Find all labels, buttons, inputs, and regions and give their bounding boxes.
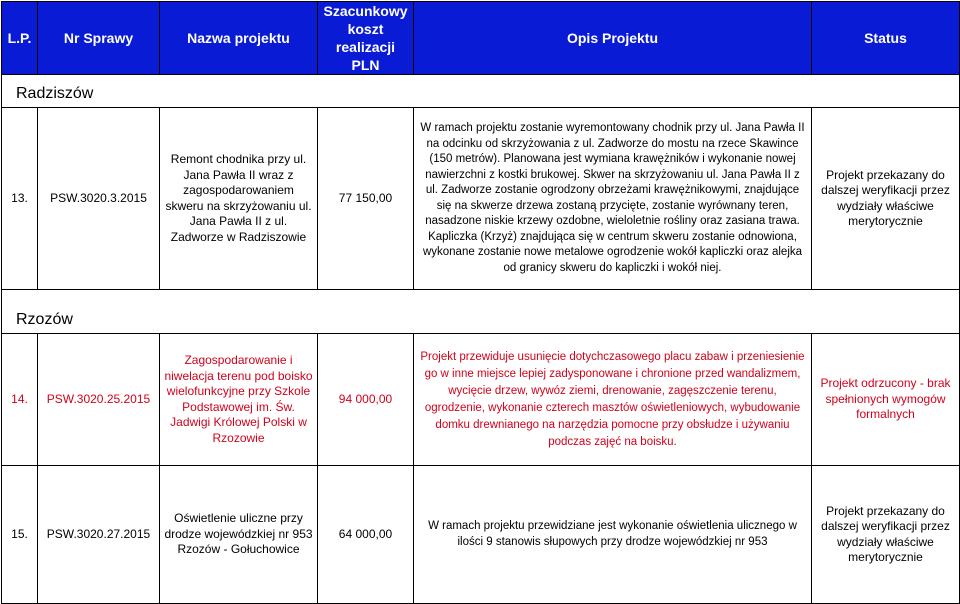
row-nr-sprawy: PSW.3020.3.2015 (38, 108, 160, 290)
row-opis: W ramach projektu przewidziane jest wykonanie oświetlenia ulicznego w ilości 9 stanowis słupowych przy drodze wojewódzkiej nr 953 (414, 466, 812, 604)
row-nazwa-projektu: Remont chodnika przy ul. Jana Pawła II wraz z zagospodarowaniem skweru na skrzyżowaniu ul. Jana Pawła II z ul. Zadworze w Radziszowie (160, 108, 318, 290)
header-status: Status (812, 2, 960, 75)
table-row (2, 334, 960, 466)
row-nazwa-projektu: Oświetlenie uliczne przy drodze wojewódzkiej nr 953 Rzozów - Gołuchowice (160, 466, 318, 604)
header-lp: L.P. (2, 2, 38, 75)
row-nazwa-projektu: Zagospodarowanie i niwelacja terenu pod boisko wielofunkcyjne przy Szkole Podstawowej im. Św. Jadwigi Królowej Polski w Rzozowie (160, 334, 318, 466)
table-row (2, 466, 960, 604)
header-row (2, 2, 960, 75)
section-title: Radziszów (2, 75, 960, 108)
row-nr-sprawy: PSW.3020.27.2015 (38, 466, 160, 604)
row-lp: 15. (2, 466, 38, 604)
section-row-radziszow (2, 75, 960, 108)
header-nazwa-projektu: Nazwa projektu (160, 2, 318, 75)
table-row (2, 108, 960, 290)
row-status: Projekt odrzucony - brak spełnionych wymogów formalnych (812, 334, 960, 466)
header-koszt: Szacunkowy koszt realizacji PLN (318, 2, 414, 75)
row-koszt: 64 000,00 (318, 466, 414, 604)
row-opis: W ramach projektu zostanie wyremontowany chodnik przy ul. Jana Pawła II na odcinku od skrzyżowania z ul. Zadworze do mostu na rzece Skawince (150 metrów). Planowana jest wymiana krawężników i wykonanie nowej nawierzchni z kostki brukowej. Skwer na skrzyżowaniu ul. Jana Pawła II z ul. Zadworze zostanie ogrodzony obrzeżami krawężnikowymi, znajdujące się na skwerze drzewa zostaną przycięte, zostanie wyrównany teren, nasadzone niskie krzewy ozdobne, wieloletnie rośliny oraz zasiana trawa. Kapliczka (Krzyż) znajdująca się w centrum skweru zostanie odnowiona, wykonane zostanie nowe metalowe ogrodzenie wokół kapliczki oraz alejka od granicy skweru do kapliczki i wokół niej. (414, 108, 812, 290)
projects-table (1, 1, 960, 604)
row-status: Projekt przekazany do dalszej weryfikacji przez wydziały właściwe merytorycznie (812, 108, 960, 290)
section-title: Rzozów (2, 290, 960, 334)
row-opis: Projekt przewiduje usunięcie dotychczasowego placu zabaw i przeniesienie go w inne miejsce lepiej zadysponowane i chronione przed wandalizmem, wycięcie drzew, wywóz ziemi, drenowanie, zagęszczenie terenu, ogrodzenie, wykonanie czterech masztów oświetleniowych, wybudowanie domku drewnianego na narzędzia pomocne przy obsłudze i używaniu podczas zajęć na boisku. (414, 334, 812, 466)
row-nr-sprawy: PSW.3020.25.2015 (38, 334, 160, 466)
row-koszt: 77 150,00 (318, 108, 414, 290)
row-lp: 14. (2, 334, 38, 466)
header-opis: Opis Projektu (414, 2, 812, 75)
header-nr-sprawy: Nr Sprawy (38, 2, 160, 75)
row-lp: 13. (2, 108, 38, 290)
section-row-rzozow (2, 290, 960, 334)
row-koszt: 94 000,00 (318, 334, 414, 466)
row-status: Projekt przekazany do dalszej weryfikacji przez wydziały właściwe merytorycznie (812, 466, 960, 604)
